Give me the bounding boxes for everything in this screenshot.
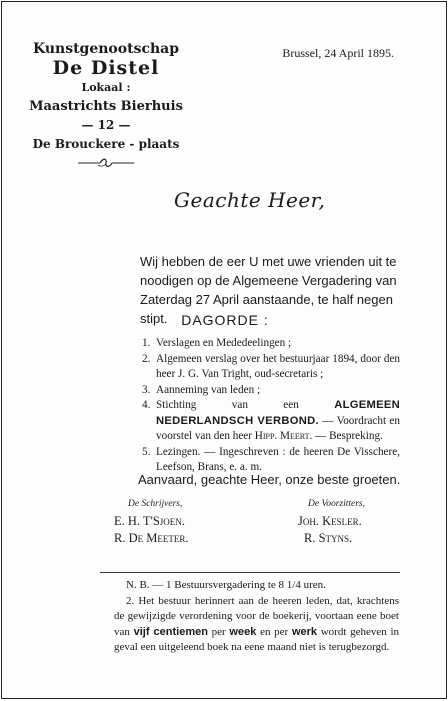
agenda-item: 2. Algemeen verslag over het bestuurjaar 1894, door den heer J. G. Van Tright, oud-secretaris ; xyxy=(142,352,400,380)
venue-number: — 12 — xyxy=(81,118,131,132)
agenda-item: 5. Lezingen. — Ingeschreven : de heeren De Visschere, Leefson, Brans, e. a. m. xyxy=(142,445,400,473)
signature-name: Joh. Kesler. xyxy=(298,514,362,528)
agenda-item: 4. Stichting van een ALGEMEEN NEDERLANDSCH VERBOND. — Voordracht en voorstel van den heer Hipp. Meert. — Bespreking. xyxy=(142,399,400,442)
agenda-list xyxy=(142,336,400,476)
letterhead xyxy=(26,40,186,170)
salutation: Geachte Heer, xyxy=(174,188,326,212)
footnote-divider xyxy=(100,572,400,573)
signature-name: R. Styns. xyxy=(304,531,353,545)
society-type: Kunstgenootschap xyxy=(32,41,180,57)
speaker-name: Hipp. Meert. xyxy=(254,430,313,442)
footnote-2: 2. Het bestuur herinnert aan de heeren leden, dat, krachtens de gewijzigde verordening voor de boekerij, voortaan eene boet van vijf centiemen per week en per werk wordt geheven in geval een uitgeleend boek na eene maand niet is terugbezorgd. xyxy=(114,594,400,653)
signature-chairmen xyxy=(298,496,365,547)
agenda-item: 1. Verslagen en Mededeelingen ; xyxy=(142,337,292,349)
signature-role: De Voorzitters, xyxy=(308,499,365,509)
signature-name: R. De Meeter. xyxy=(114,531,189,545)
footnote-1: N. B. — 1 Bestuursvergadering te 8 1/4 uren. xyxy=(126,579,326,591)
agenda-title: DAGORDE : xyxy=(181,312,269,328)
venue-name: Maastrichts Bierhuis xyxy=(29,99,183,114)
signature-name: E. H. T'Sjoen. xyxy=(114,514,185,528)
venue-label: Lokaal : xyxy=(81,81,131,94)
intro-paragraph: Wij hebben de eer U met uwe vrienden uit te noodigen op de Algemeene Vergadering van Zaterdag 27 April aanstaande, te half negen stipt. xyxy=(140,254,397,326)
flourish-ornament-icon xyxy=(26,156,186,170)
letter-page xyxy=(1,1,447,699)
verbond-emphasis: ALGEMEEN NEDERLANDSCH VERBOND. xyxy=(156,399,400,427)
footnotes xyxy=(114,578,399,656)
signature-secretaries xyxy=(114,496,188,547)
signature-role: De Schrijvers, xyxy=(128,499,183,509)
closing-line: Aanvaard, geachte Heer, onze beste groeten. xyxy=(138,472,401,487)
agenda-item: 3. Aanneming van leden ; xyxy=(142,383,261,396)
letter-date: Brussel, 24 April 1895. xyxy=(282,46,394,60)
society-name: De Distel xyxy=(52,57,160,79)
venue-square: De Brouckere - plaats xyxy=(32,137,180,151)
